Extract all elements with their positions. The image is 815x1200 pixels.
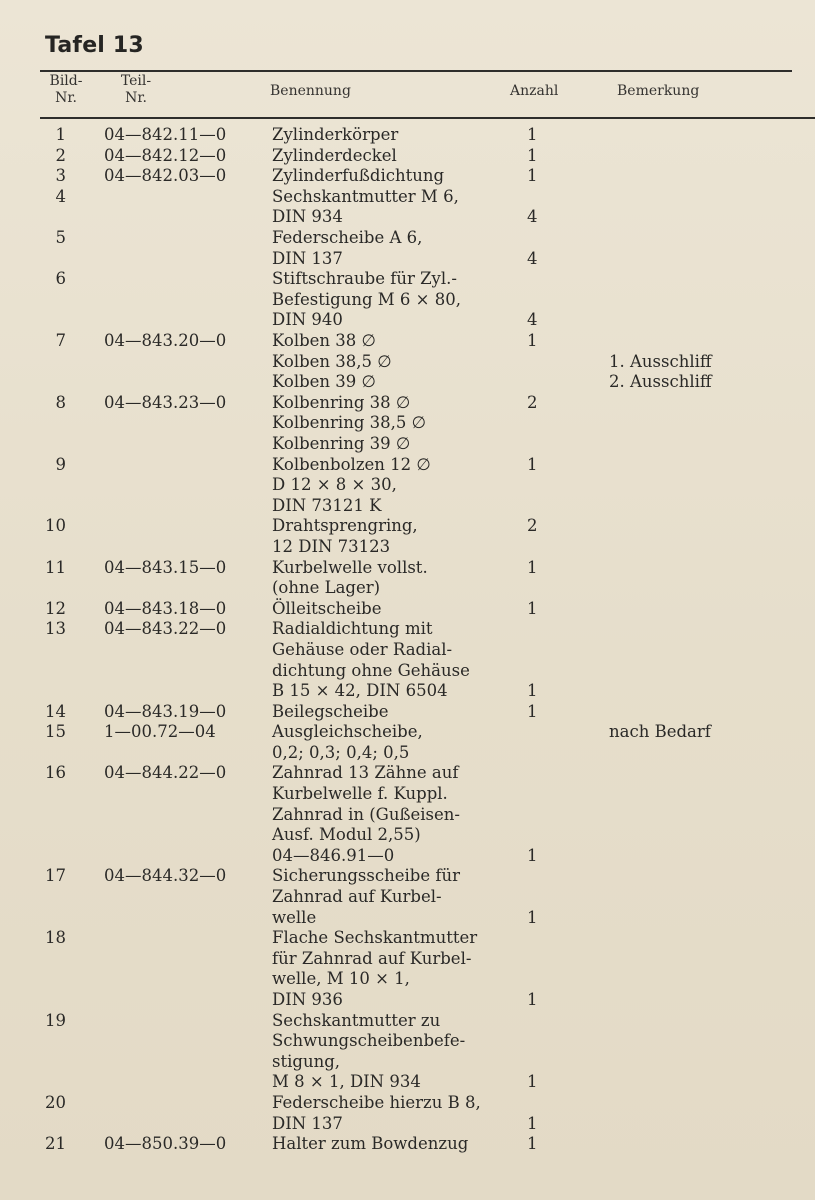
bild-nr-cell: 7 bbox=[55, 330, 66, 350]
benennung-line: Ausf. Modul 2,55) bbox=[272, 825, 421, 845]
benennung-cell bbox=[272, 702, 388, 723]
benennung-cell bbox=[272, 1011, 465, 1093]
anzahl-cell: 1 bbox=[527, 1113, 538, 1133]
table-row bbox=[0, 187, 815, 228]
benennung-line: 0,2; 0,3; 0,4; 0,5 bbox=[272, 742, 410, 762]
benennung-line: Ausgleichscheibe, bbox=[272, 722, 423, 742]
benennung-line: Zylinderfußdichtung bbox=[272, 166, 445, 186]
bild-nr-cell: 2 bbox=[55, 145, 66, 165]
benennung-cell bbox=[272, 1134, 468, 1155]
benennung-line: stigung, bbox=[272, 1051, 340, 1071]
benennung-cell bbox=[272, 928, 477, 1010]
benennung-line: Sechskantmutter zu bbox=[272, 1010, 441, 1030]
benennung-line: Kolbenring 39 ∅ bbox=[272, 433, 411, 453]
anzahl-cell: 1 bbox=[527, 681, 538, 701]
anzahl-cell: 1 bbox=[527, 330, 538, 350]
page-title: Tafel 13 bbox=[45, 33, 144, 58]
bild-nr-cell: 13 bbox=[45, 619, 66, 639]
benennung-cell bbox=[272, 1093, 481, 1134]
bild-nr-cell: 9 bbox=[55, 454, 66, 474]
benennung-cell bbox=[272, 166, 444, 187]
anzahl-cell: 4 bbox=[527, 248, 538, 268]
benennung-line: Zylinderdeckel bbox=[272, 145, 397, 165]
bild-nr-cell: 18 bbox=[45, 928, 66, 948]
benennung-line: Radialdichtung mit bbox=[272, 619, 433, 639]
header-rule-bottom bbox=[40, 117, 815, 119]
benennung-line: Kolben 38 ∅ bbox=[272, 330, 376, 350]
teil-nr-cell: 04—843.18—0 bbox=[104, 598, 227, 618]
bild-nr-cell: 17 bbox=[45, 866, 66, 886]
table-row bbox=[0, 866, 815, 928]
teil-nr-cell: 04—850.39—0 bbox=[104, 1134, 227, 1154]
anzahl-cell: 1 bbox=[527, 845, 538, 865]
benennung-line: Kolbenring 38,5 ∅ bbox=[272, 413, 427, 433]
bild-nr-cell: 5 bbox=[55, 227, 66, 247]
bild-nr-cell: 11 bbox=[45, 557, 66, 577]
benennung-line: Zylinderkörper bbox=[272, 125, 399, 144]
teil-nr-cell: 04—844.22—0 bbox=[104, 763, 227, 783]
bild-nr-cell: 19 bbox=[45, 1010, 66, 1030]
table-row bbox=[0, 125, 815, 146]
teil-nr-cell: 04—842.03—0 bbox=[104, 166, 227, 186]
benennung-line: Zahnrad 13 Zähne auf bbox=[272, 763, 459, 783]
table-row bbox=[0, 455, 815, 517]
benennung-cell bbox=[272, 722, 423, 763]
anzahl-cell: 1 bbox=[527, 125, 538, 144]
table-row bbox=[0, 722, 815, 763]
benennung-cell bbox=[272, 558, 428, 599]
benennung-cell bbox=[272, 866, 460, 928]
bild-nr-cell: 6 bbox=[55, 269, 66, 289]
benennung-line: welle, M 10 × 1, bbox=[272, 969, 410, 989]
bild-nr-cell: 8 bbox=[55, 392, 66, 412]
bild-nr-cell: 4 bbox=[55, 186, 66, 206]
benennung-line: Kolben 38,5 ∅ bbox=[272, 351, 392, 371]
benennung-line: 04—846.91—0 bbox=[272, 845, 395, 865]
teil-nr-cell: 04—842.12—0 bbox=[104, 145, 227, 165]
benennung-cell bbox=[272, 763, 460, 866]
benennung-line: Stiftschraube für Zyl.- bbox=[272, 269, 457, 289]
column-header-bemerkung: Bemerkung bbox=[617, 83, 700, 99]
bild-nr-cell: 14 bbox=[45, 701, 66, 721]
benennung-cell bbox=[272, 125, 398, 146]
benennung-line: Gehäuse oder Radial- bbox=[272, 639, 453, 659]
header-rule-top bbox=[40, 70, 792, 72]
benennung-line: Flache Sechskantmutter bbox=[272, 928, 478, 948]
benennung-line: Kolbenbolzen 12 ∅ bbox=[272, 454, 431, 474]
table-row bbox=[0, 1093, 815, 1134]
table-row bbox=[0, 1134, 815, 1155]
bild-nr-cell: 12 bbox=[45, 598, 66, 618]
benennung-line: Kurbelwelle f. Kuppl. bbox=[272, 784, 448, 804]
benennung-line: 12 DIN 73123 bbox=[272, 536, 391, 556]
anzahl-cell: 1 bbox=[527, 557, 538, 577]
benennung-line: DIN 137 bbox=[272, 1113, 343, 1133]
benennung-line: Drahtsprengring, bbox=[272, 516, 418, 536]
table-row bbox=[0, 228, 815, 269]
table-row bbox=[0, 166, 815, 187]
anzahl-cell: 1 bbox=[527, 907, 538, 927]
table-row bbox=[0, 1011, 815, 1093]
benennung-line: für Zahnrad auf Kurbel- bbox=[272, 948, 472, 968]
benennung-cell bbox=[272, 455, 431, 517]
column-header-anzahl: Anzahl bbox=[510, 83, 559, 99]
benennung-line: Federscheibe hierzu B 8, bbox=[272, 1093, 481, 1113]
anzahl-cell: 1 bbox=[527, 598, 538, 618]
benennung-cell bbox=[272, 146, 397, 167]
teil-nr-cell: 04—843.15—0 bbox=[104, 557, 227, 577]
anzahl-cell: 4 bbox=[527, 310, 538, 330]
anzahl-cell: 1 bbox=[527, 166, 538, 186]
anzahl-cell: 4 bbox=[527, 207, 538, 227]
anzahl-cell: 1 bbox=[527, 454, 538, 474]
anzahl-cell: 1 bbox=[527, 1134, 538, 1154]
parts-table bbox=[0, 125, 815, 1155]
anzahl-cell: 1 bbox=[527, 145, 538, 165]
benennung-line: DIN 73121 K bbox=[272, 495, 382, 515]
benennung-cell bbox=[272, 599, 381, 620]
benennung-line: DIN 940 bbox=[272, 310, 343, 330]
benennung-cell bbox=[272, 516, 418, 557]
anzahl-cell: 1 bbox=[527, 701, 538, 721]
benennung-line: Ölleitscheibe bbox=[272, 598, 382, 618]
benennung-line: DIN 934 bbox=[272, 207, 343, 227]
bild-nr-cell: 3 bbox=[55, 166, 66, 186]
benennung-line: Schwungscheibenbefe- bbox=[272, 1031, 466, 1051]
benennung-line: Befestigung M 6 × 80, bbox=[272, 289, 461, 309]
benennung-line: DIN 936 bbox=[272, 990, 343, 1010]
table-row bbox=[0, 516, 815, 557]
table-row bbox=[0, 558, 815, 599]
benennung-cell bbox=[272, 393, 426, 455]
bild-nr-cell: 15 bbox=[45, 722, 66, 742]
benennung-line: Halter zum Bowdenzug bbox=[272, 1134, 469, 1154]
benennung-line: Kolbenring 38 ∅ bbox=[272, 392, 411, 412]
teil-nr-cell: 04—844.32—0 bbox=[104, 866, 227, 886]
benennung-cell bbox=[272, 619, 470, 701]
benennung-line: Kolben 39 ∅ bbox=[272, 372, 376, 392]
table-row bbox=[0, 146, 815, 167]
bild-nr-cell: 16 bbox=[45, 763, 66, 783]
teil-nr-cell: 04—843.20—0 bbox=[104, 330, 227, 350]
anzahl-cell: 2 bbox=[527, 392, 538, 412]
benennung-cell bbox=[272, 187, 459, 228]
teil-nr-cell: 04—842.11—0 bbox=[104, 125, 227, 144]
bild-nr-cell: 10 bbox=[45, 516, 66, 536]
table-row bbox=[0, 619, 815, 701]
anzahl-cell: 1 bbox=[527, 1072, 538, 1092]
benennung-line: DIN 137 bbox=[272, 248, 343, 268]
anzahl-cell: 1 bbox=[527, 990, 538, 1010]
table-row bbox=[0, 928, 815, 1010]
anzahl-cell: 2 bbox=[527, 516, 538, 536]
benennung-cell bbox=[272, 228, 422, 269]
benennung-line: welle bbox=[272, 907, 317, 927]
benennung-cell bbox=[272, 269, 461, 331]
benennung-line: Zahnrad auf Kurbel- bbox=[272, 887, 442, 907]
benennung-line: Beilegscheibe bbox=[272, 701, 389, 721]
column-header-bild-nr: Bild- Nr. bbox=[49, 73, 83, 106]
benennung-line: Federscheibe A 6, bbox=[272, 227, 423, 247]
teil-nr-cell: 04—843.23—0 bbox=[104, 392, 227, 412]
table-row bbox=[0, 599, 815, 620]
benennung-line: Kurbelwelle vollst. bbox=[272, 557, 428, 577]
bild-nr-cell: 20 bbox=[45, 1093, 66, 1113]
benennung-line: D 12 × 8 × 30, bbox=[272, 475, 397, 495]
bemerkung-cell: nach Bedarf bbox=[609, 722, 711, 742]
benennung-line: M 8 × 1, DIN 934 bbox=[272, 1072, 421, 1092]
benennung-line: B 15 × 42, DIN 6504 bbox=[272, 681, 448, 701]
benennung-cell bbox=[272, 331, 392, 393]
teil-nr-cell: 04—843.22—0 bbox=[104, 619, 227, 639]
table-row bbox=[0, 269, 815, 331]
table-row bbox=[0, 331, 815, 393]
table-row bbox=[0, 702, 815, 723]
bild-nr-cell: 1 bbox=[55, 125, 66, 144]
column-header-teil-nr: Teil- Nr. bbox=[120, 73, 152, 106]
bemerkung-cell: 1. Ausschliff bbox=[609, 351, 712, 371]
bemerkung-cell: 2. Ausschliff bbox=[609, 372, 712, 392]
benennung-line: Sicherungsscheibe für bbox=[272, 866, 460, 886]
benennung-line: Sechskantmutter M 6, bbox=[272, 186, 459, 206]
bild-nr-cell: 21 bbox=[45, 1134, 66, 1154]
column-header-benennung: Benennung bbox=[270, 83, 351, 99]
teil-nr-cell: 1—00.72—04 bbox=[104, 722, 216, 742]
benennung-line: Zahnrad in (Gußeisen- bbox=[272, 804, 460, 824]
table-row bbox=[0, 763, 815, 866]
benennung-line: (ohne Lager) bbox=[272, 578, 381, 598]
table-row bbox=[0, 393, 815, 455]
benennung-line: dichtung ohne Gehäuse bbox=[272, 660, 470, 680]
teil-nr-cell: 04—843.19—0 bbox=[104, 701, 227, 721]
